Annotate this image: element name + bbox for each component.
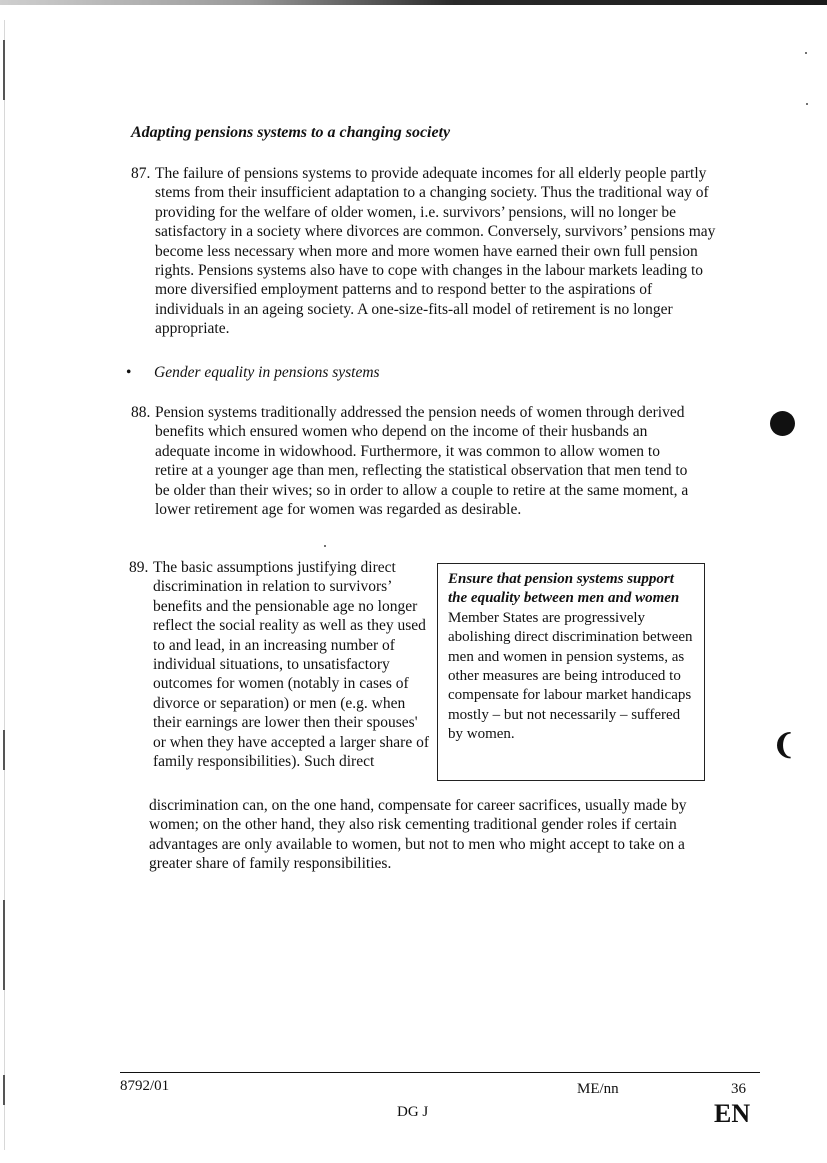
footer-language: EN bbox=[714, 1099, 751, 1128]
subsection-bullet bbox=[126, 364, 380, 382]
paragraph-number: 88. bbox=[131, 404, 151, 421]
footer-directorate: DG J bbox=[397, 1104, 429, 1120]
scan-mark bbox=[3, 40, 5, 100]
paragraph-text: Pension systems traditionally addressed the pension needs of women through derived benefits which ensured women who depend on the income of their husbands an adequate income in widowhood. Furthermore, it was common to allow women to retire at a younger age than men, reflecting the statistical observation that men tend to be older than their wives; so in order to allow a couple to retire at the same moment, a lower retirement age for women was regarded as desirable. bbox=[155, 404, 689, 519]
paragraph-89 bbox=[129, 558, 429, 771]
scan-blot-mark-icon: ❨ bbox=[772, 730, 796, 761]
scan-speck bbox=[324, 545, 326, 547]
footer-doc-number: 8792/01 bbox=[120, 1078, 170, 1094]
key-message-box bbox=[437, 563, 705, 781]
footer-reference: ME/nn bbox=[577, 1081, 619, 1097]
scan-mark bbox=[3, 730, 5, 770]
box-title: Ensure that pension systems support the equality between men and women bbox=[448, 571, 680, 607]
scan-mark bbox=[3, 900, 5, 990]
footer-rule bbox=[120, 1072, 760, 1073]
bullet-icon: • bbox=[126, 364, 132, 381]
section-heading: Adapting pensions systems to a changing society bbox=[131, 124, 451, 141]
paragraph-text: The failure of pensions systems to provide adequate incomes for all elderly people partly stems from their insufficient adaptation to a changing society. Thus the traditional way of providing for the welfare of older women, i.e. survivors’ pensions, will no longer be satisfactory in a society where divorces are common. Conversely, survivors’ pensions may become less necessary when more and more women have earned their own full pension rights. Pensions systems also have to cope with changes in the labour markets leading to more diversified employment patterns and to respond better to the aspirations of individuals in an ageing society. A one-size-fits-all model of retirement is no longer appropriate. bbox=[155, 165, 716, 338]
scan-mark bbox=[3, 1075, 5, 1105]
paragraph-number: 89. bbox=[129, 559, 149, 576]
scan-top-edge bbox=[0, 0, 827, 5]
paragraph-text-part1: The basic assumptions justifying direct discrimination in relation to survivors’ benefits and the pensionable age no longer reflect the social reality as well as they used to and lead, in an increasing number of individual situations, to unsatisfactory outcomes for women (notably in cases of divorce or separation) or men (e.g. when their earnings are lower then their spouses' or when they have accepted a larger share of family responsibilities). Such direct bbox=[153, 559, 429, 771]
paragraph-number: 87. bbox=[131, 165, 151, 182]
paragraph-87 bbox=[131, 164, 716, 339]
subsection-title: Gender equality in pensions systems bbox=[154, 364, 380, 381]
box-body: Member States are progressively abolishing direct discrimination between men and women in pension systems, as other measures are being introduced to compensate for labour market handicaps mostly – but not necessarily – suffered by women. bbox=[448, 609, 693, 743]
scan-speck bbox=[806, 103, 808, 105]
footer-page-number: 36 bbox=[731, 1081, 746, 1097]
paragraph-88 bbox=[131, 403, 691, 519]
scan-blot-dot-icon bbox=[770, 411, 795, 436]
paragraph-89-continued: discrimination can, on the one hand, compensate for career sacrifices, usually made by women; on the other hand, they also risk cementing traditional gender roles if certain advantages are only available to women, but not to men who might accept to take on a greater share of family responsibilities. bbox=[149, 797, 687, 873]
scan-speck bbox=[805, 52, 807, 54]
